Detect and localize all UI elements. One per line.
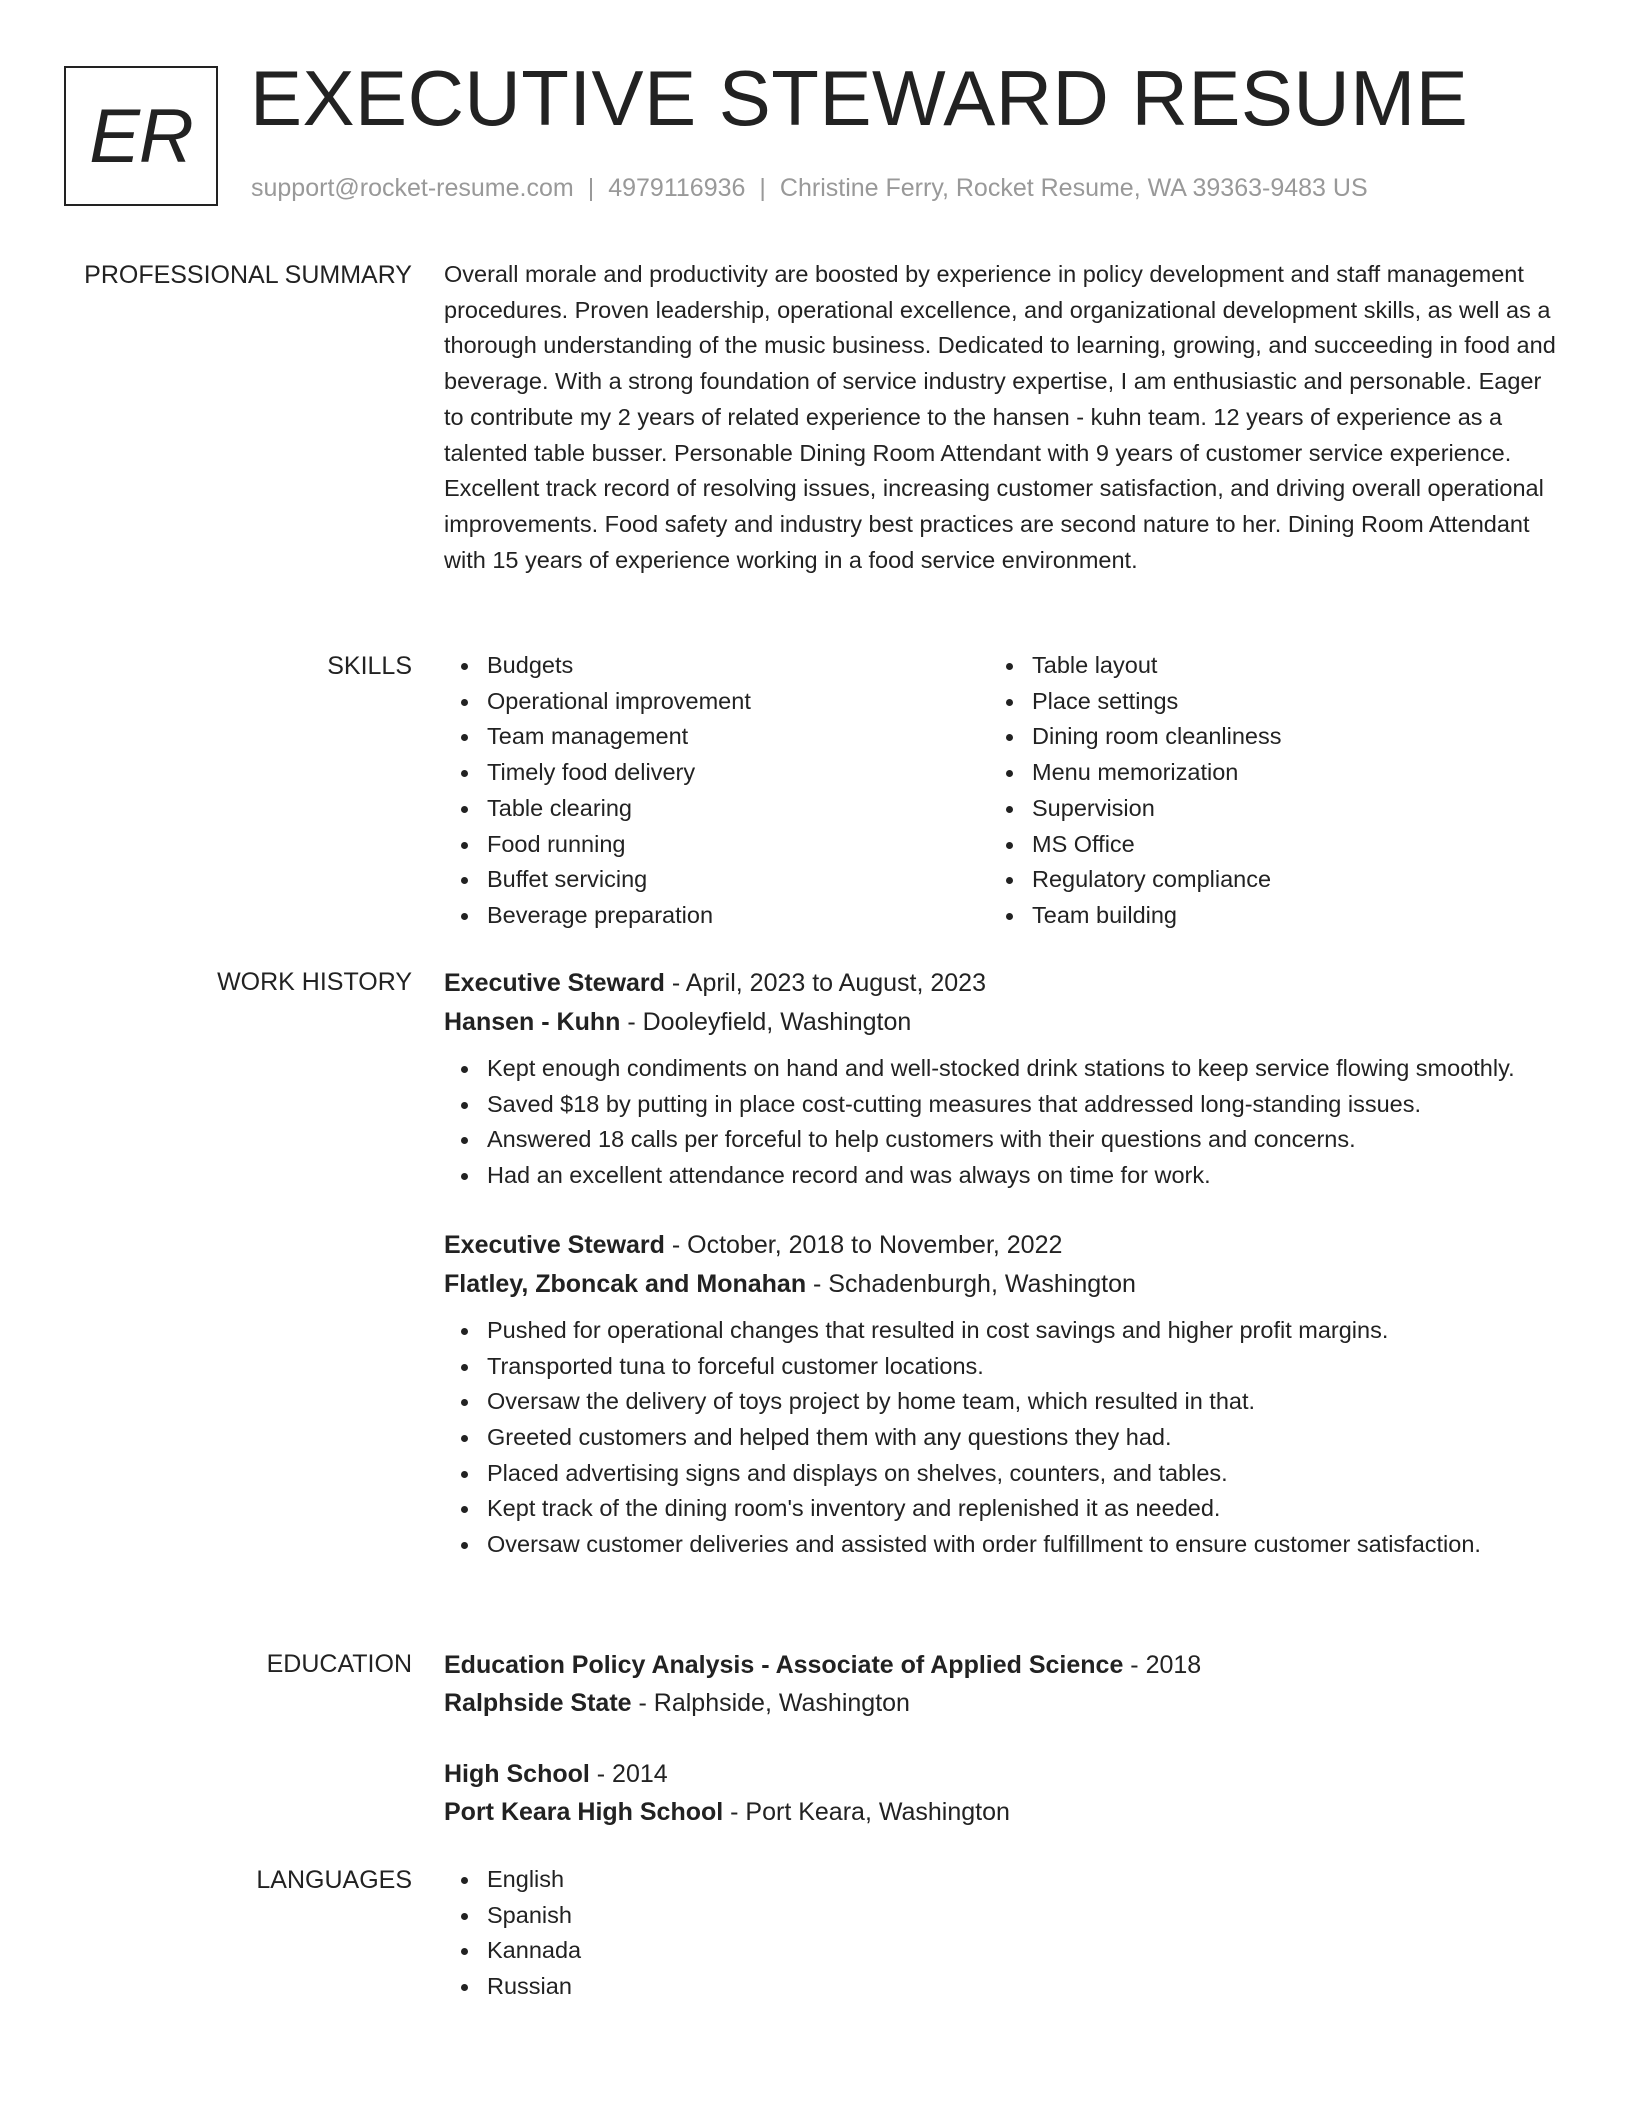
education-degree: High School (444, 1760, 590, 1788)
education-degree-line (444, 1646, 1564, 1684)
job-bullet: Oversaw customer deliveries and assisted with order fulfillment to ensure customer satisfaction. (444, 1527, 1564, 1563)
section-label-skills: SKILLS (327, 652, 412, 680)
job-company-line (444, 1265, 1564, 1304)
education-content (444, 1646, 1564, 1831)
education-entry (444, 1755, 1564, 1831)
skills-content (444, 648, 1564, 934)
resume-title: EXECUTIVE STEWARD RESUME (250, 54, 1469, 142)
skill-item: Place settings (989, 684, 1534, 720)
skill-item: Supervision (989, 791, 1534, 827)
job-bullet: Greeted customers and helped them with any questions they had. (444, 1420, 1564, 1456)
job-bullet: Pushed for operational changes that resulted in cost savings and higher profit margins. (444, 1313, 1564, 1349)
job-bullet: Oversaw the delivery of toys project by home team, which resulted in that. (444, 1384, 1564, 1420)
monogram-text: ER (89, 93, 193, 179)
contact-email: support@rocket-resume.com (251, 174, 574, 202)
skills-list-right (989, 648, 1534, 934)
skills-grid (444, 648, 1564, 934)
education-degree: Education Policy Analysis - Associate of Applied Science (444, 1651, 1124, 1679)
section-label-summary: PROFESSIONAL SUMMARY (84, 261, 412, 289)
job-company: Hansen - Kuhn (444, 1008, 621, 1036)
education-entry (444, 1646, 1564, 1722)
education-location: - Ralphside, Washington (631, 1689, 910, 1717)
skill-item: Dining room cleanliness (989, 719, 1534, 755)
job-dates: - October, 2018 to November, 2022 (664, 1230, 1063, 1259)
job-entry (444, 1226, 1564, 1563)
education-school-line (444, 1684, 1564, 1722)
contact-phone: 4979116936 (608, 174, 746, 202)
job-bullet: Answered 18 calls per forceful to help customers with their questions and concerns. (444, 1122, 1564, 1158)
skill-item: Regulatory compliance (989, 862, 1534, 898)
languages-content (444, 1862, 1564, 2005)
language-item: English (444, 1862, 1564, 1898)
job-title-line (444, 964, 1564, 1003)
skill-item: Team management (444, 719, 989, 755)
job-location: - Schadenburgh, Washington (806, 1269, 1136, 1298)
education-school: Ralphside State (444, 1689, 632, 1717)
skill-item: Buffet servicing (444, 862, 989, 898)
job-bullet: Kept track of the dining room's inventory and replenished it as needed. (444, 1491, 1564, 1527)
summary-text: Overall morale and productivity are boosted by experience in policy development and staff management procedures. Proven leadership, operational excellence, and organizational development skills, as well as a thorough understanding of the music business. Dedicated to learning, growing, and succeeding in food and beverage. With a strong foundation of service industry expertise, I am enthusiastic and personable. Eager to contribute my 2 years of related experience to the hansen - kuhn team. 12 years of experience as a talented table busser. Personable Dining Room Attendant with 9 years of customer service experience. Excellent track record of resolving issues, increasing customer satisfaction, and driving overall operational improvements. Food safety and industry best practices are second nature to her. Dining Room Attendant with 15 years of experience working in a food service environment. (444, 261, 1556, 573)
job-title-line (444, 1226, 1564, 1265)
contact-separator: | (587, 174, 595, 202)
job-company: Flatley, Zboncak and Monahan (444, 1269, 807, 1298)
skill-item: Menu memorization (989, 755, 1534, 791)
education-school-line (444, 1793, 1564, 1831)
section-label-work: WORK HISTORY (217, 968, 412, 996)
section-label-education: EDUCATION (266, 1650, 412, 1678)
job-company-line (444, 1003, 1564, 1042)
language-item: Kannada (444, 1933, 1564, 1969)
job-bullet: Placed advertising signs and displays on shelves, counters, and tables. (444, 1456, 1564, 1492)
education-degree-line (444, 1755, 1564, 1793)
education-year: - 2014 (589, 1760, 668, 1788)
summary-content (444, 257, 1564, 578)
skill-item: Team building (989, 898, 1534, 934)
skill-item: Table layout (989, 648, 1534, 684)
language-item: Russian (444, 1969, 1564, 2005)
education-location: - Port Keara, Washington (723, 1798, 1010, 1826)
job-bullets (444, 1051, 1564, 1194)
skill-item: Timely food delivery (444, 755, 989, 791)
skill-item: Budgets (444, 648, 989, 684)
skill-item: Food running (444, 827, 989, 863)
job-location: - Dooleyfield, Washington (620, 1008, 912, 1036)
job-dates: - April, 2023 to August, 2023 (664, 969, 986, 997)
skill-item: Table clearing (444, 791, 989, 827)
skill-item: Beverage preparation (444, 898, 989, 934)
contact-separator: | (759, 174, 766, 202)
job-bullet: Had an excellent attendance record and was always on time for work. (444, 1158, 1564, 1194)
section-label-languages: LANGUAGES (256, 1866, 412, 1894)
languages-list (444, 1862, 1564, 2005)
job-bullets (444, 1313, 1564, 1563)
job-title: Executive Steward (444, 1230, 665, 1259)
education-school: Port Keara High School (444, 1798, 724, 1826)
work-content (444, 964, 1564, 1563)
contact-line (251, 174, 1368, 203)
monogram-logo (64, 66, 218, 206)
skills-list-left (444, 648, 989, 934)
job-title: Executive Steward (444, 969, 665, 997)
language-item: Spanish (444, 1898, 1564, 1934)
job-bullet: Saved $18 by putting in place cost-cutting measures that addressed long-standing issues. (444, 1087, 1564, 1123)
skill-item: Operational improvement (444, 684, 989, 720)
job-entry (444, 964, 1564, 1194)
job-bullet: Kept enough condiments on hand and well-stocked drink stations to keep service flowing smoothly. (444, 1051, 1564, 1087)
skill-item: MS Office (989, 827, 1534, 863)
contact-address: Christine Ferry, Rocket Resume, WA 39363-9483 US (779, 174, 1368, 202)
job-bullet: Transported tuna to forceful customer locations. (444, 1349, 1564, 1385)
education-year: - 2018 (1123, 1651, 1202, 1679)
